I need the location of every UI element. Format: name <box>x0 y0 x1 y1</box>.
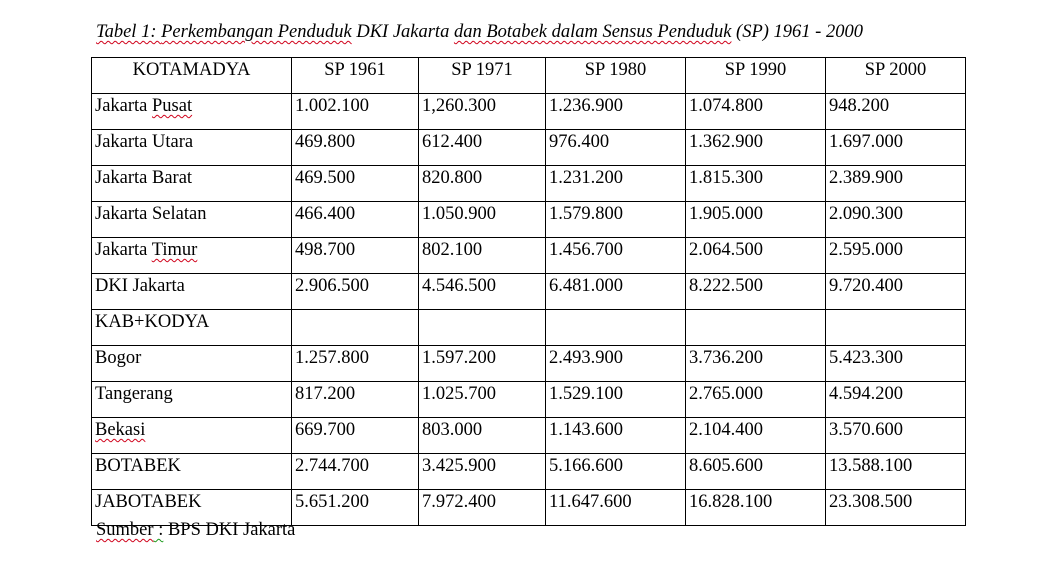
value-cell: 1.905.000 <box>686 202 826 238</box>
row-label-cell: Jakarta Pusat <box>92 94 292 130</box>
value-cell: 817.200 <box>292 382 419 418</box>
value-cell: 2.104.400 <box>686 418 826 454</box>
caption-title-part: Perkembangan Penduduk <box>161 22 352 42</box>
table-row <box>92 454 966 490</box>
row-label-cell: Jakarta Selatan <box>92 202 292 238</box>
value-cell: 976.400 <box>546 130 686 166</box>
value-cell: 2.493.900 <box>546 346 686 382</box>
value-cell: 5.166.600 <box>546 454 686 490</box>
table-header-row <box>92 58 966 94</box>
source-label: Sumber <box>96 520 154 540</box>
value-cell: 1.002.100 <box>292 94 419 130</box>
value-cell: 8.605.600 <box>686 454 826 490</box>
row-label-cell: Bekasi <box>92 418 292 454</box>
value-cell <box>826 310 966 346</box>
value-cell: 2.064.500 <box>686 238 826 274</box>
value-cell <box>546 310 686 346</box>
table-row <box>92 166 966 202</box>
value-cell: 1.597.200 <box>419 346 546 382</box>
value-cell: 466.400 <box>292 202 419 238</box>
value-cell: 8.222.500 <box>686 274 826 310</box>
value-cell: 1,260.300 <box>419 94 546 130</box>
row-label-cell: BOTABEK <box>92 454 292 490</box>
value-cell: 5.651.200 <box>292 490 419 526</box>
column-header: SP 1961 <box>292 58 419 94</box>
column-header: SP 1980 <box>546 58 686 94</box>
value-cell: 13.588.100 <box>826 454 966 490</box>
column-header: SP 1971 <box>419 58 546 94</box>
row-label-cell: Jakarta Timur <box>92 238 292 274</box>
table-row <box>92 346 966 382</box>
value-cell <box>419 310 546 346</box>
caption-title-part: dan Botabek dalam Sensus Penduduk <box>453 22 732 42</box>
value-cell: 1.231.200 <box>546 166 686 202</box>
column-header: SP 1990 <box>686 58 826 94</box>
value-cell: 1.815.300 <box>686 166 826 202</box>
value-cell: 1.025.700 <box>419 382 546 418</box>
value-cell: 2.744.700 <box>292 454 419 490</box>
table-row <box>92 94 966 130</box>
value-cell: 669.700 <box>292 418 419 454</box>
value-cell: 802.100 <box>419 238 546 274</box>
value-cell: 1.074.800 <box>686 94 826 130</box>
value-cell: 2.090.300 <box>826 202 966 238</box>
value-cell: 803.000 <box>419 418 546 454</box>
table-row <box>92 382 966 418</box>
source-text: BPS DKI Jakarta <box>163 520 296 540</box>
table-body <box>92 94 966 526</box>
population-table <box>91 57 966 526</box>
value-cell: 7.972.400 <box>419 490 546 526</box>
value-cell: 948.200 <box>826 94 966 130</box>
value-cell: 1.362.900 <box>686 130 826 166</box>
table-row <box>92 238 966 274</box>
table-caption <box>96 20 863 44</box>
column-header: SP 2000 <box>826 58 966 94</box>
value-cell: 820.800 <box>419 166 546 202</box>
value-cell: 498.700 <box>292 238 419 274</box>
value-cell: 1.456.700 <box>546 238 686 274</box>
table-row <box>92 310 966 346</box>
value-cell: 1.529.100 <box>546 382 686 418</box>
value-cell: 3.736.200 <box>686 346 826 382</box>
column-header: KOTAMADYA <box>92 58 292 94</box>
value-cell: 1.143.600 <box>546 418 686 454</box>
value-cell: 1.697.000 <box>826 130 966 166</box>
caption-title-part: (SP) 1961 - 2000 <box>731 22 863 42</box>
value-cell: 469.800 <box>292 130 419 166</box>
row-label-cell: Jakarta Barat <box>92 166 292 202</box>
row-label-cell: Bogor <box>92 346 292 382</box>
value-cell: 2.389.900 <box>826 166 966 202</box>
value-cell: 3.570.600 <box>826 418 966 454</box>
value-cell: 1.050.900 <box>419 202 546 238</box>
value-cell: 4.546.500 <box>419 274 546 310</box>
value-cell: 1.236.900 <box>546 94 686 130</box>
source-colon: : <box>153 520 164 540</box>
value-cell: 612.400 <box>419 130 546 166</box>
value-cell: 2.906.500 <box>292 274 419 310</box>
value-cell: 2.595.000 <box>826 238 966 274</box>
source-note <box>96 518 295 542</box>
value-cell: 2.765.000 <box>686 382 826 418</box>
table-row <box>92 130 966 166</box>
value-cell: 9.720.400 <box>826 274 966 310</box>
value-cell: 23.308.500 <box>826 490 966 526</box>
value-cell <box>292 310 419 346</box>
caption-title-part: DKI Jakarta <box>351 22 454 42</box>
value-cell: 11.647.600 <box>546 490 686 526</box>
value-cell: 4.594.200 <box>826 382 966 418</box>
table-row <box>92 202 966 238</box>
row-label-cell: Jakarta Utara <box>92 130 292 166</box>
table-row <box>92 274 966 310</box>
value-cell: 469.500 <box>292 166 419 202</box>
value-cell: 6.481.000 <box>546 274 686 310</box>
value-cell: 1.257.800 <box>292 346 419 382</box>
value-cell <box>686 310 826 346</box>
caption-label: Tabel 1: <box>96 22 162 42</box>
value-cell: 1.579.800 <box>546 202 686 238</box>
row-label-cell: Tangerang <box>92 382 292 418</box>
row-label-cell: JABOTABEK <box>92 490 292 526</box>
value-cell: 16.828.100 <box>686 490 826 526</box>
row-label-cell: DKI Jakarta <box>92 274 292 310</box>
table-row <box>92 418 966 454</box>
value-cell: 5.423.300 <box>826 346 966 382</box>
row-label-cell: KAB+KODYA <box>92 310 292 346</box>
value-cell: 3.425.900 <box>419 454 546 490</box>
